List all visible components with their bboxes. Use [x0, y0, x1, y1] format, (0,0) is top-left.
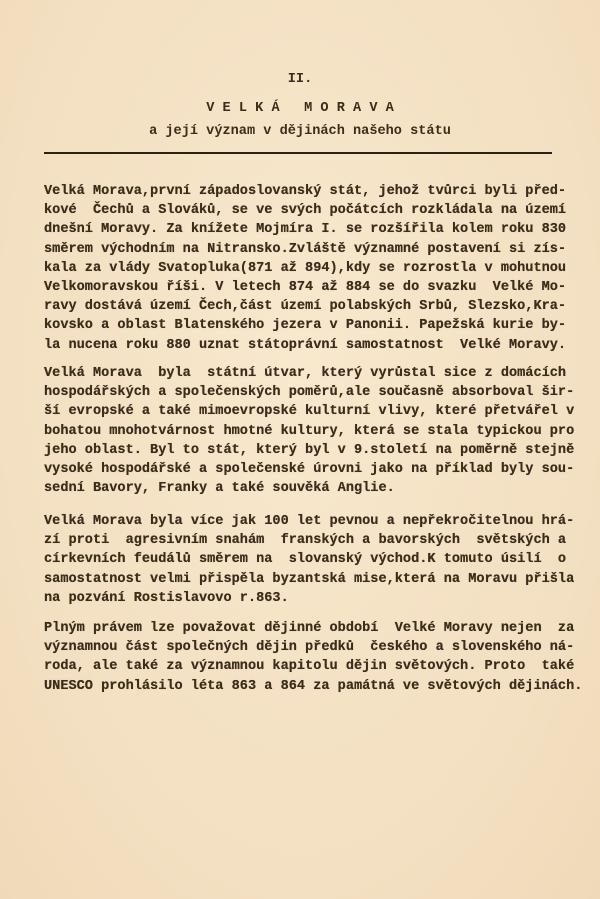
text-line: Velká Morava byla více jak 100 let pevnou a nepřekročitelnou hrá-: [44, 514, 575, 529]
text-line: na pozvání Rostislavovo r.863.: [44, 590, 289, 606]
text-line: Plným právem lze považovat dějinné období Velké Moravy nejen za: [44, 621, 575, 636]
paragraph-4: [44, 619, 583, 696]
text-line: hospodářských a společenských poměrů,ale současně absorboval šir-: [44, 385, 575, 401]
text-line: jeho oblast. Byl to stát, který byl v 9.století na poměrně stejně: [44, 442, 575, 458]
text-line: Velká Morava,první západoslovanský stát, jehož tvůrci byli před-: [44, 184, 567, 199]
text-line: směrem východním na Nitransko.Zvláště významné postavení si zís-: [44, 241, 567, 257]
title-divider: [44, 152, 552, 154]
text-line: vysoké hospodářské a společenské úrovni jako na příklad byly sou-: [44, 461, 575, 477]
paragraph-3: [44, 512, 575, 608]
text-line: sední Bavory, Franky a také souvěká Anglie.: [44, 481, 395, 497]
text-line: kové Čechů a Slováků, se ve svých počátcích rozkládala na území: [44, 203, 567, 219]
text-line: UNESCO prohlásilo léta 863 a 864 za památná ve světových dějinách.: [44, 678, 583, 694]
text-line: Velkomoravskou říši. V letech 874 až 884 se do svazku Velké Mo-: [44, 279, 567, 295]
text-line: dnešní Moravy. Za knížete Mojmíra I. se rozšířila kolem roku 830: [44, 222, 567, 238]
paragraph-2: [44, 364, 575, 498]
text-line: ravy dostává území Čech,část území polabských Srbů, Slezsko,Kra-: [44, 299, 567, 315]
text-line: bohatou mnohotvárnost hmotné kultury, která se stala typickou pro: [44, 423, 575, 439]
text-line: roda, ale také za významnou kapitolu dějin světových. Proto také: [44, 659, 575, 675]
text-line: la nucena roku 880 uznat státoprávní samostatnost Velké Moravy.: [44, 337, 567, 353]
text-line: Velká Morava byla státní útvar, který vyrůstal sice z domácích: [44, 366, 567, 381]
text-line: zí proti agresivním snahám franských a bavorských světských a: [44, 533, 567, 549]
chapter-number: II.: [287, 72, 313, 87]
text-line: ší evropské a také mimoevropské kulturní vlivy, které přetvářel v: [44, 404, 575, 420]
paragraph-1: [44, 182, 567, 355]
text-line: samostatnost velmi přispěla byzantská mise,která na Moravu přišla: [44, 571, 575, 587]
text-line: církevních feudálů směrem na slovanský východ.K tomuto úsilí o: [44, 552, 567, 568]
text-line: kala za vlády Svatopluka(871 až 894),kdy se rozrostla v mohutnou: [44, 260, 567, 276]
text-line: kovsko a oblast Blatenského jezera v Panonii. Papežská kurie by-: [44, 318, 567, 334]
page-title: V E L K Á M O R A V A: [206, 101, 394, 116]
text-line: významnou část společných dějin předků českého a slovenského ná-: [44, 640, 575, 656]
page-subtitle: a její význam v dějinách našeho státu: [149, 124, 451, 139]
